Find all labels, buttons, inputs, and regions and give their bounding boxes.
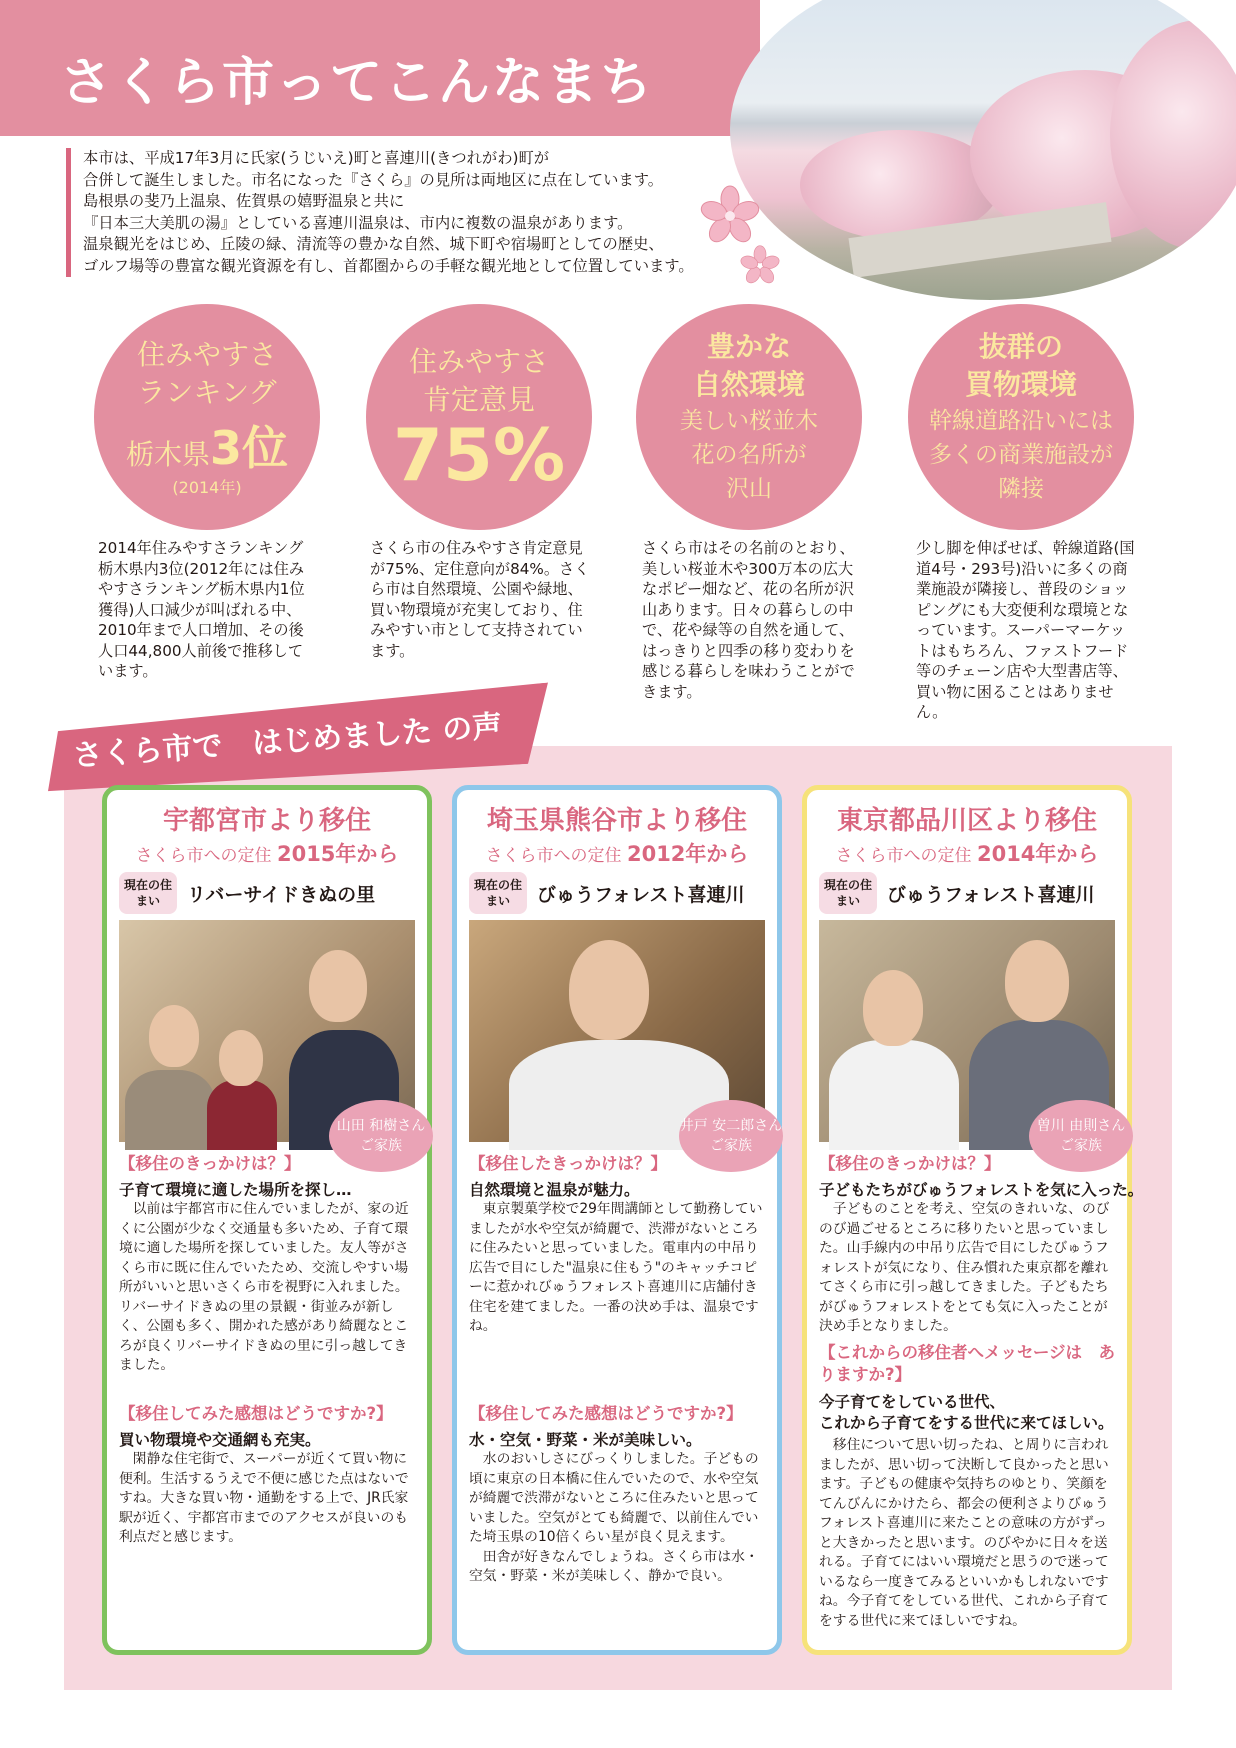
shopping-circle	[908, 304, 1134, 530]
circle-subtext: 沢山	[726, 476, 772, 502]
question-heading: 【これからの移住者へメッセージは ありますか?】	[819, 1343, 1116, 1384]
testimonial-card	[102, 785, 432, 1655]
circle-subtext: 幹線道路沿いには	[929, 408, 1113, 434]
question-heading: 【移住してみた感想はどうですか?】	[119, 1404, 393, 1423]
family-name-badge	[329, 1100, 433, 1172]
nature-description: さくら市はその名前のとおり、美しい桜並木や300万本の広大なポピー畑など、花の名所が沢山あります。日々の暮らしの中で、花や緑等の自然を通して、はっきりと四季の移り変わりを感じる暮らしを味わうことができます。	[642, 539, 855, 701]
circle-subtext: 多くの商業施設が	[929, 442, 1113, 468]
answer-lead: 子育て環境に適した場所を探し…	[119, 1181, 352, 1199]
family-suffix: ご家族	[710, 1138, 752, 1154]
circle-heading: 買物環境	[964, 368, 1077, 401]
intro-line: ゴルフ場等の豊富な観光資源を有し、首都圏からの手軽な観光地として位置しています。	[83, 256, 694, 275]
answer-lead: 買い物環境や交通網も充実。	[119, 1431, 321, 1449]
testimonial-card	[452, 785, 782, 1655]
testimonial-card	[802, 785, 1144, 1655]
family-name: 井戸 安二郎さん	[679, 1118, 783, 1134]
cherry-blossom-photo	[730, 0, 1236, 300]
question-heading: 【移住したきっかけは？】	[469, 1154, 667, 1173]
answer-lead: 自然環境と温泉が魅力。	[469, 1181, 640, 1199]
family-suffix: ご家族	[360, 1138, 402, 1154]
question-heading: 【移住してみた感想はどうですか?】	[469, 1404, 743, 1423]
residence-name: びゅうフォレスト喜連川	[537, 884, 745, 906]
card-subtitle-prefix: さくら市への定住	[135, 846, 272, 866]
circle-label: 肯定意見	[422, 383, 535, 416]
page-title: さくら市ってこんなまち	[60, 53, 655, 113]
card-subtitle-year: 2015年から	[276, 842, 399, 866]
circle-label: 住みやすさ	[408, 345, 549, 378]
shopping-description: 少し脚を伸ばせば、幹線道路(国道4号・293号)沿いに多くの商業施設が隣接し、普段のショッピングにも大変便利な環境となっています。スーパーマーケットはもちろん、ファストフード等のチェーン店や大型書店等、買い物に困ることはありません。	[916, 539, 1135, 721]
intro-line: 合併して誕生しました。市名になった『さくら』の見所は両地区に点在しています。	[83, 170, 664, 189]
family-suffix: ご家族	[1060, 1138, 1102, 1154]
answer-body: 以前は宇都宮市に住んでいましたが、家の近くに公園が少なく交通量も多いため、子育て環境に適した場所を探していました。友人等がさくら市に既に住んでいたため、交流しやすい場所がいいと思いさくら市を視野に入れました。リバーサイドきぬの里の景観・街並みが新しく、公園も多く、開かれた感があり綺麗なところが良くリバーサイドきぬの里に引っ越してきました。	[119, 1201, 409, 1373]
card-title: 宇都宮市より移住	[162, 806, 371, 836]
circle-subtext: 花の名所が	[691, 442, 807, 468]
intro-text	[66, 148, 756, 277]
residence-tag: 現在の住まい	[819, 872, 877, 914]
nature-circle	[636, 304, 862, 530]
card-title: 東京都品川区より移住	[836, 806, 1097, 836]
card-subtitle-prefix: さくら市への定住	[485, 846, 622, 866]
circle-heading: 抜群の	[978, 330, 1063, 363]
circle-percentage: 75%	[392, 413, 566, 497]
circle-subtext: 美しい桜並木	[680, 408, 818, 434]
ranking-description: 2014年住みやすさランキング栃木県内3位(2012年には住みやすさランキング栃木県内1位獲得)人口減少が叫ばれる中、2010年まで人口増加、その後人口44,800人前後で推移しています。	[98, 539, 305, 680]
residence-name: びゅうフォレスト喜連川	[887, 884, 1095, 906]
card-subtitle-prefix: さくら市への定住	[835, 846, 972, 866]
circle-prefecture: 栃木県	[125, 438, 210, 471]
family-name-badge	[1029, 1100, 1133, 1172]
circle-heading: 自然環境	[692, 368, 805, 401]
card-subtitle-year: 2012年から	[626, 842, 749, 866]
card-title: 埼玉県熊谷市より移住	[486, 806, 747, 836]
approval-description: さくら市の住みやすさ肯定意見が75%、定住意向が84%。さくら市は自然環境、公園や緑地、買い物環境が充実しており、住みやすい市として支持されています。	[370, 539, 590, 660]
circle-subtext: 隣接	[998, 476, 1044, 502]
intro-line: 島根県の斐乃上温泉、佐賀県の嬉野温泉と共に	[83, 192, 405, 210]
family-name-badge	[679, 1100, 783, 1172]
circle-year: (2014年)	[172, 478, 242, 497]
intro-line: 『日本三大美肌の湯』としている喜連川温泉は、市内に複数の温泉があります。	[83, 213, 633, 232]
answer-body: 閑静な住宅街で、スーパーが近くて買い物に便利。生活するうえで不便に感じた点はないですね。大きな買い物・通勤をする上で、JR氏家駅が近く、宇都宮市までのアクセスが良いのも利点だと感じます。	[119, 1451, 409, 1545]
circle-rank: 3位	[210, 421, 289, 475]
answer-lead: 水・空気・野菜・米が美味しい。	[469, 1431, 702, 1449]
answer-lead: 子どもたちがびゅうフォレストを気に入った。	[819, 1181, 1144, 1199]
residence-name: リバーサイドきぬの里	[187, 884, 376, 906]
question-heading: 【移住のきっかけは？】	[819, 1154, 1001, 1173]
answer-body: 移住について思い切ったね、と周りに言われましたが、思い切って決断して良かったと思います。子どもの健康や気持ちのゆとり、笑顔をてんびんにかけたら、都会の便利さよりびゅうフォレスト喜連川に来たことの意味の方がずっと大きかったと思います。のびやかに日々を送れる。子育てにはいい環境だと思うので迷っているなら一度きてみるといいかもしれないですね。今子育てをしている世代、これから子育てをする世代に来てほしいですね。	[819, 1437, 1109, 1629]
circle-label: ランキング	[137, 376, 277, 409]
family-name: 曽川 由則さん	[1036, 1118, 1126, 1134]
question-heading: 【移住のきっかけは？】	[119, 1154, 301, 1173]
answer-body: 水のおいしさにびっくりしました。子どもの頃に東京の日本橋に住んでいたので、水や空気が綺麗で渋滞がないところに住みたいと思っていました。空気がとても綺麗で、以前住んでいた埼玉県の10倍くらい星が良く見えます。 田舎が好きなんでしょうね。さくら市は水・空気・野菜・米が美味しく、静かで良い。	[469, 1451, 759, 1584]
family-name: 山田 和樹さん	[336, 1118, 426, 1134]
voices-banner-text: さくら市で はじめました の声	[71, 709, 504, 774]
circle-heading: 豊かな	[706, 330, 791, 363]
approval-circle	[366, 304, 592, 530]
answer-body: 東京製菓学校で29年間講師として勤務していましたが水や空気が綺麗で、渋滞がないところに住みたいと思っていました。電車内の中吊り広告で目にした"温泉に住もう"のキャッチコピーに惹かれびゅうフォレスト喜連川に店舗付き住宅を建てました。一番の決め手は、温泉ですね。	[469, 1201, 763, 1334]
answer-body: 子どものことを考え、空気のきれいな、のびのび過ごせるところに移りたいと思っていました。山手線内の中吊り広告で目にしたびゅうフォレストが気になり、住み慣れた東京都を離れてさくら市に引っ越してきました。子どもたちがびゅうフォレストをとても気に入ったことが決め手となりました。	[819, 1201, 1110, 1334]
card-subtitle	[107, 838, 427, 868]
intro-line: 本市は、平成17年3月に氏家(うじいえ)町と喜連川(きつれがわ)町が	[83, 149, 550, 167]
card-subtitle	[807, 838, 1127, 868]
ranking-circle	[94, 304, 320, 530]
card-subtitle-year: 2014年から	[976, 842, 1099, 866]
intro-line: 温泉観光をはじめ、丘陵の緑、清流等の豊かな自然、城下町や宿場町としての歴史、	[83, 235, 664, 253]
circle-label: 住みやすさ	[136, 338, 277, 371]
residence-tag: 現在の住まい	[119, 872, 177, 914]
residence-tag: 現在の住まい	[469, 872, 527, 914]
card-subtitle	[457, 838, 777, 868]
answer-lead: 今子育てをしている世代、 これから子育てをする世代に来てほしい。	[819, 1393, 1114, 1432]
